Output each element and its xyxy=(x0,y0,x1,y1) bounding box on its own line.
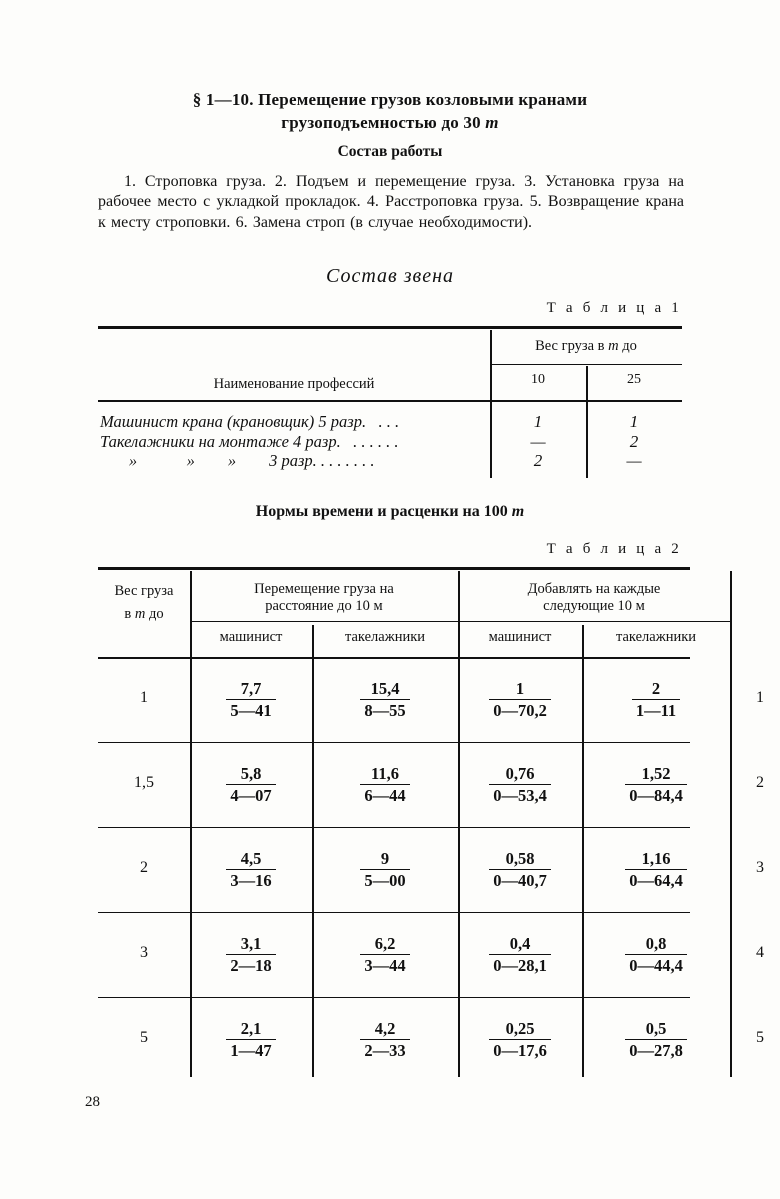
fraction-numerator: 0,4 xyxy=(509,934,531,953)
table-2-row-rule xyxy=(98,827,690,828)
fraction-denominator: 0—53,4 xyxy=(489,784,551,805)
fraction xyxy=(226,934,275,975)
fraction-numerator: 2,1 xyxy=(240,1019,262,1038)
table-1-header-weight-pre: Вес груза в xyxy=(535,338,609,354)
page-title xyxy=(98,88,682,134)
fraction-denominator: 8—55 xyxy=(360,699,409,720)
table-1-cell-value: 1 xyxy=(629,412,639,431)
table-2-cell-add-machinist xyxy=(458,849,582,891)
table-2-cell-add-machinist xyxy=(458,1019,582,1061)
table-2-cell-add-riggers xyxy=(582,764,730,806)
fraction-numerator: 0,25 xyxy=(505,1019,535,1038)
table-2-header-weight-post: до xyxy=(145,606,164,622)
table-2-cell-weight: 3 xyxy=(140,944,148,961)
table-2-header-weight-pre: в xyxy=(124,606,135,622)
fraction-denominator: 2—18 xyxy=(226,954,275,975)
table-1-cell-value: 2 xyxy=(533,451,543,470)
norms-heading-text: Нормы времени и расценки на 100 xyxy=(255,503,512,520)
fraction xyxy=(226,679,275,720)
fraction-denominator: 0—40,7 xyxy=(489,869,551,890)
table-2-row-rule xyxy=(98,742,690,743)
table-2-cell-row-number: 2 xyxy=(756,774,764,791)
table-1-caption: Т а б л и ц а 1 xyxy=(546,300,682,316)
table-2-cell-move-riggers xyxy=(312,764,458,806)
table-2-cell-move-machinist xyxy=(190,764,312,806)
fraction-denominator: 0—44,4 xyxy=(625,954,687,975)
fraction xyxy=(489,679,551,720)
table-2-subheader-add-riggers: такелажники xyxy=(615,629,697,645)
table-1-header-weight-post: до xyxy=(618,338,637,354)
fraction-denominator: 0—28,1 xyxy=(489,954,551,975)
table-2-cell-add-machinist xyxy=(458,679,582,721)
table-2-vrule-5 xyxy=(730,571,732,1077)
table-2-row-rule xyxy=(98,997,690,998)
table-2-cell-weight: 1 xyxy=(140,689,148,706)
table-1-profession-list xyxy=(100,412,490,471)
table-2-group-add-line1: Добавлять на каждые xyxy=(527,581,661,597)
table-2-group-move xyxy=(190,581,458,615)
table-2-vrule-1 xyxy=(190,571,192,1077)
title-line-2 xyxy=(98,111,682,134)
crew-composition-heading: Состав звена xyxy=(325,265,454,287)
fraction-denominator: 2—33 xyxy=(360,1039,409,1060)
fraction xyxy=(632,679,680,720)
fraction-numerator: 0,8 xyxy=(645,934,667,953)
fraction-numerator: 0,76 xyxy=(505,764,535,783)
table-2-group-add-line2: следующие 10 м xyxy=(543,598,645,614)
fraction-denominator: 5—41 xyxy=(226,699,275,720)
fraction-denominator: 1—11 xyxy=(632,699,680,720)
fraction xyxy=(226,1019,275,1060)
title-line-2-text: грузоподъемностью до 30 xyxy=(281,113,486,132)
fraction-denominator: 3—16 xyxy=(226,869,275,890)
table-2-row-rule xyxy=(98,912,690,913)
table-2-header-rule xyxy=(98,657,690,659)
fraction-numerator: 1,52 xyxy=(641,764,671,783)
table-2-group-add xyxy=(458,581,730,615)
fraction-numerator: 4,5 xyxy=(240,849,262,868)
table-2-group-rule xyxy=(190,621,730,622)
table-2-cell-add-riggers xyxy=(582,1019,730,1061)
fraction-denominator: 6—44 xyxy=(360,784,409,805)
table-2-header-unit-ton: m xyxy=(134,606,146,622)
fraction-denominator: 0—27,8 xyxy=(625,1039,687,1060)
table-2-cell-row-number: 3 xyxy=(756,859,764,876)
table-2-cell-row-number: 1 xyxy=(756,689,764,706)
fraction-numerator: 0,5 xyxy=(645,1019,667,1038)
fraction xyxy=(360,849,409,890)
fraction-numerator: 2 xyxy=(651,679,661,698)
table-2-cell-move-machinist xyxy=(190,934,312,976)
table-1-row-profession: Такелажники на монтаже 4 разр. . . . . . . xyxy=(100,431,399,451)
table-1-values-col-25 xyxy=(586,412,682,471)
table-1-header-unit-ton: m xyxy=(608,338,619,354)
fraction xyxy=(625,764,687,805)
fraction-numerator: 0,58 xyxy=(505,849,535,868)
fraction xyxy=(625,934,687,975)
fraction-numerator: 11,6 xyxy=(371,764,399,783)
fraction-numerator: 4,2 xyxy=(374,1019,396,1038)
table-2-caption: Т а б л и ц а 2 xyxy=(546,541,682,557)
table-2-cell-weight: 5 xyxy=(140,1029,148,1046)
fraction-numerator: 15,4 xyxy=(370,679,400,698)
table-2-subheader-move-machinist: машинист xyxy=(219,629,283,645)
fraction xyxy=(360,934,409,975)
norms-heading xyxy=(98,503,682,521)
title-unit-ton: m xyxy=(485,113,499,132)
table-1-cell-value: 2 xyxy=(629,431,639,451)
work-composition-heading: Состав работы xyxy=(337,143,443,160)
fraction xyxy=(360,764,409,805)
fraction-denominator: 0—64,4 xyxy=(625,869,687,890)
fraction xyxy=(360,679,409,720)
table-2-cell-add-riggers xyxy=(582,849,730,891)
table-1-cell-value: 1 xyxy=(533,412,543,431)
table-2-cell-move-machinist xyxy=(190,849,312,891)
fraction xyxy=(226,764,275,805)
table-2-cell-add-riggers xyxy=(582,679,730,721)
table-2-cell-move-riggers xyxy=(312,849,458,891)
fraction xyxy=(489,849,551,890)
norms-unit-ton: m xyxy=(511,503,525,520)
fraction-numerator: 3,1 xyxy=(240,934,262,953)
page-number: 28 xyxy=(85,1094,100,1110)
table-2-cell-move-machinist xyxy=(190,1019,312,1061)
fraction-numerator: 6,2 xyxy=(374,934,396,953)
table-1-header-col-25: 25 xyxy=(627,372,641,387)
table-2-header-weight xyxy=(98,583,190,623)
fraction xyxy=(489,1019,551,1060)
table-2-subheader-move-riggers: такелажники xyxy=(344,629,426,645)
table-2-cell-move-riggers xyxy=(312,679,458,721)
fraction-denominator: 0—17,6 xyxy=(489,1039,551,1060)
table-1-bottom-rule xyxy=(98,478,682,479)
work-composition-paragraph: 1. Строповка груза. 2. Подъем и перемещение груза. 3. Установка груза на рабочее место с укладкой прокладок. 4. Расстроповка груза. 5. Возвращение крана к месту строповки. 6. Замена строп (в случае необходимости). xyxy=(98,173,684,231)
table-2-group-move-line2: расстояние до 10 м xyxy=(265,598,383,614)
fraction-denominator: 5—00 xyxy=(360,869,409,890)
fraction-denominator: 0—70,2 xyxy=(489,699,551,720)
table-2 xyxy=(98,567,764,1077)
table-1-values-col-10 xyxy=(490,412,586,471)
table-2-cell-add-machinist xyxy=(458,764,582,806)
table-2-subheader-add-machinist: машинист xyxy=(488,629,552,645)
table-1-row-profession: » » » 3 разр. . . . . . . . xyxy=(100,451,375,470)
table-1-header-profession: Наименование профессий xyxy=(213,376,375,392)
fraction xyxy=(226,849,275,890)
table-2-cell-add-riggers xyxy=(582,934,730,976)
fraction xyxy=(489,934,551,975)
table-1-header-rule xyxy=(98,400,682,402)
table-2-cell-weight: 1,5 xyxy=(134,774,154,791)
fraction-numerator: 7,7 xyxy=(240,679,262,698)
fraction-numerator: 9 xyxy=(380,849,390,868)
fraction xyxy=(625,1019,687,1060)
fraction-denominator: 3—44 xyxy=(360,954,409,975)
fraction-denominator: 4—07 xyxy=(226,784,275,805)
table-2-cell-weight: 2 xyxy=(140,859,148,876)
table-2-cell-row-number: 4 xyxy=(756,944,764,961)
title-line-1: § 1—10. Перемещение грузов козловыми кранами xyxy=(192,90,588,109)
table-2-cell-add-machinist xyxy=(458,934,582,976)
fraction xyxy=(489,764,551,805)
table-2-cell-row-number: 5 xyxy=(756,1029,764,1046)
fraction-numerator: 1 xyxy=(515,679,525,698)
table-1-row-profession: Машинист крана (крановщик) 5 разр. . . . xyxy=(100,412,400,431)
table-2-cell-move-riggers xyxy=(312,1019,458,1061)
table-2-cell-move-riggers xyxy=(312,934,458,976)
fraction xyxy=(625,849,687,890)
fraction-denominator: 1—47 xyxy=(226,1039,275,1060)
table-1-top-rule xyxy=(98,326,682,329)
table-1-header-col-10: 10 xyxy=(531,372,545,387)
table-1-cell-value: — xyxy=(626,451,642,470)
table-2-top-rule xyxy=(98,567,690,570)
table-2-group-move-line1: Перемещение груза на xyxy=(254,581,394,597)
table-2-cell-move-machinist xyxy=(190,679,312,721)
table-2-header-weight-line1: Вес груза xyxy=(114,583,174,599)
table-1-header-weight xyxy=(490,338,682,355)
fraction-numerator: 1,16 xyxy=(641,849,671,868)
table-2-header-weight-line2 xyxy=(98,606,190,623)
table-2-vrule-3 xyxy=(458,571,460,1077)
table-1-cell-value: — xyxy=(530,431,546,451)
table-1 xyxy=(98,326,682,479)
fraction xyxy=(360,1019,409,1060)
fraction-denominator: 0—84,4 xyxy=(625,784,687,805)
fraction-numerator: 5,8 xyxy=(240,764,262,783)
